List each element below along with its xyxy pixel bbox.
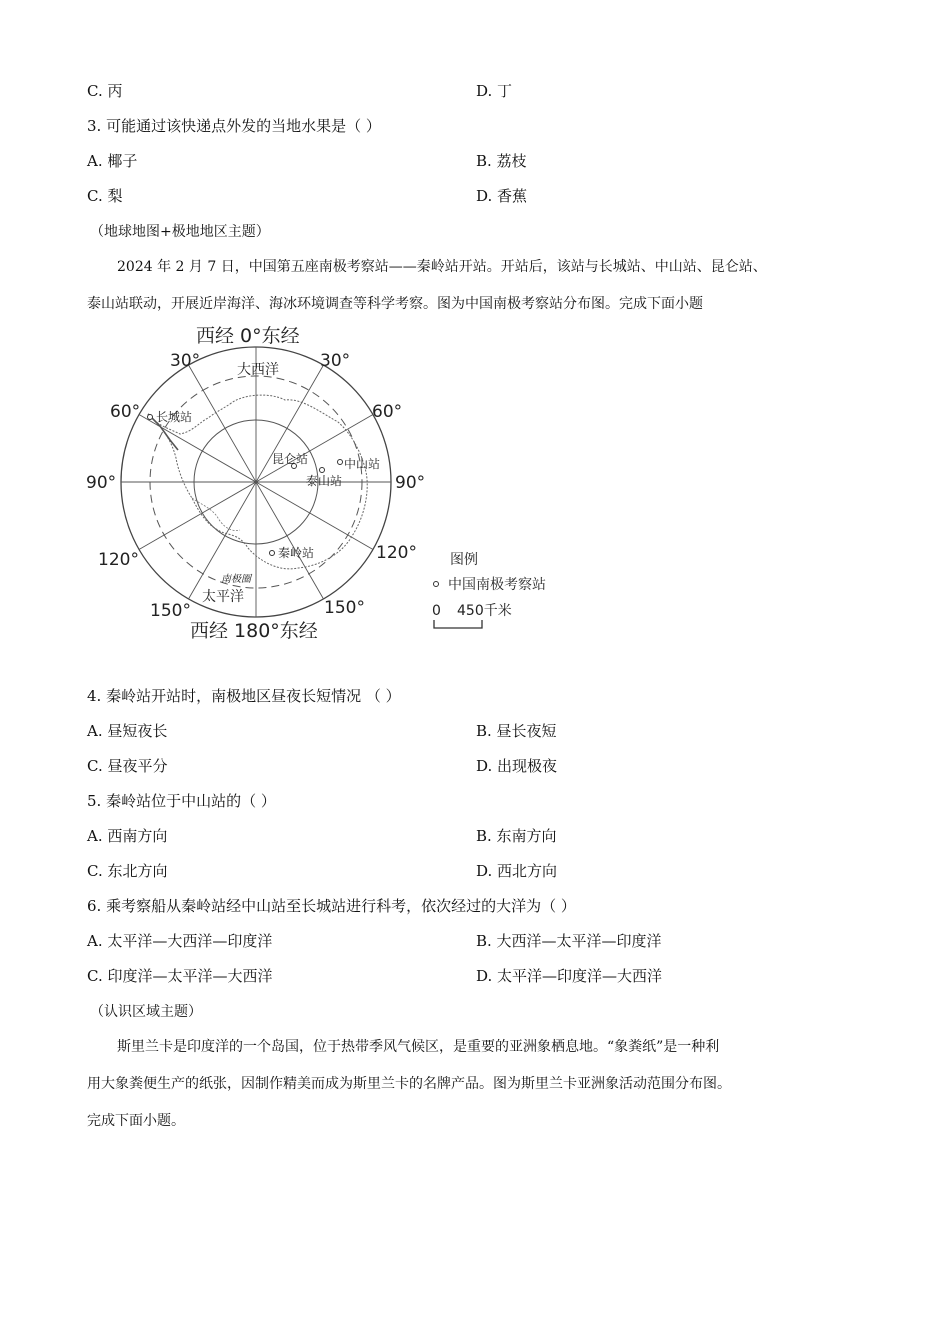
label-lon-30-right: 30° bbox=[320, 351, 351, 371]
station-marker bbox=[320, 468, 325, 473]
section-intro-region bbox=[87, 1037, 872, 1131]
label-lon-60-left: 60° bbox=[110, 402, 141, 422]
option-a-q6: A. 太平洋—大西洋—印度洋 bbox=[87, 932, 273, 950]
legend-station-label: 中国南极考察站 bbox=[448, 577, 546, 593]
intro-line: 2024 年 2 月 7 日，中国第五座南极考察站——秦岭站开站。开站后，该站与长城站、中山站、昆仑站、 bbox=[117, 259, 767, 275]
option-a-q4: A. 昼短夜长 bbox=[87, 722, 168, 740]
option-d-q6: D. 太平洋—印度洋—大西洋 bbox=[476, 967, 663, 985]
station-marker bbox=[270, 551, 275, 556]
option-b-q3: B. 荔枝 bbox=[476, 152, 527, 170]
scale-zero-label: 0 bbox=[432, 603, 441, 619]
question-3-stem: 3. 可能通过该快递点外发的当地水果是（ ） bbox=[87, 117, 381, 135]
option-d-q2: D. 丁 bbox=[476, 82, 513, 100]
label-lon-90-right: 90° bbox=[395, 473, 426, 493]
option-c-q2: C. 丙 bbox=[87, 82, 123, 100]
label-lon-90-left: 90° bbox=[86, 473, 117, 493]
section-topic-region: （认识区域主题） bbox=[90, 1004, 202, 1020]
intro-line: 泰山站联动，开展近岸海洋、海冰环境调查等科学考察。图为中国南极考察站分布图。完成下面小题 bbox=[87, 296, 703, 312]
option-d-q4: D. 出现极夜 bbox=[476, 757, 558, 775]
option-b-q5: B. 东南方向 bbox=[476, 827, 557, 845]
station-label-zhongshan: 中山站 bbox=[344, 457, 381, 471]
option-b-q4: B. 昼长夜短 bbox=[476, 722, 557, 740]
label-lon-150-right: 150° bbox=[324, 598, 365, 618]
intro-line: 用大象粪便生产的纸张，因制作精美而成为斯里兰卡的名牌产品。图为斯里兰卡亚洲象活动范围分布图。 bbox=[87, 1076, 731, 1092]
question-6-stem: 6. 乘考察船从秦岭站经中山站至长城站进行科考，依次经过的大洋为（ ） bbox=[87, 897, 576, 915]
meridian-lines bbox=[121, 347, 391, 617]
label-lon-150-left: 150° bbox=[150, 601, 191, 621]
option-c-q3: C. 梨 bbox=[87, 187, 123, 205]
option-b-q6: B. 大西洋—太平洋—印度洋 bbox=[476, 932, 662, 950]
legend-title: 图例 bbox=[450, 552, 478, 568]
station-marker bbox=[148, 415, 153, 420]
label-lon-120-left: 120° bbox=[98, 550, 139, 570]
label-top-meridian: 西经 0°东经 bbox=[196, 325, 300, 347]
scale-value-label: 450千米 bbox=[457, 603, 512, 619]
question-4-stem: 4. 秦岭站开站时，南极地区昼夜长短情况 （ ） bbox=[87, 687, 401, 705]
section-topic-polar: （地球地图+极地地区主题） bbox=[90, 224, 270, 240]
question-5-stem: 5. 秦岭站位于中山站的（ ） bbox=[87, 792, 276, 810]
label-antarctic-circle: 南极圈 bbox=[221, 574, 251, 585]
antarctic-station-map bbox=[80, 322, 580, 647]
option-c-q6: C. 印度洋—太平洋—大西洋 bbox=[87, 967, 273, 985]
station-label-changcheng: 长城站 bbox=[156, 410, 193, 424]
option-d-q5: D. 西北方向 bbox=[476, 862, 558, 880]
station-label-qinling: 秦岭站 bbox=[278, 546, 315, 560]
label-bottom-meridian: 西经 180°东经 bbox=[190, 620, 318, 642]
legend-station-icon bbox=[434, 582, 439, 587]
scale-bar bbox=[434, 620, 482, 628]
station-marker bbox=[338, 460, 343, 465]
station-label-kunlun: 昆仑站 bbox=[272, 452, 309, 466]
option-c-q5: C. 东北方向 bbox=[87, 862, 168, 880]
option-d-q3: D. 香蕉 bbox=[476, 187, 528, 205]
label-lon-60-right: 60° bbox=[372, 402, 403, 422]
intro-line: 斯里兰卡是印度洋的一个岛国，位于热带季风气候区，是重要的亚洲象栖息地。“象粪纸”是一种利 bbox=[117, 1039, 720, 1055]
intro-line: 完成下面小题。 bbox=[87, 1113, 185, 1129]
label-lon-30-left: 30° bbox=[170, 351, 201, 371]
section-intro-polar bbox=[87, 257, 872, 314]
option-c-q4: C. 昼夜平分 bbox=[87, 757, 168, 775]
option-a-q5: A. 西南方向 bbox=[87, 827, 168, 845]
station-label-taishan: 泰山站 bbox=[306, 474, 343, 488]
option-a-q3: A. 椰子 bbox=[87, 152, 138, 170]
label-atlantic-ocean: 大西洋 bbox=[237, 362, 279, 378]
label-pacific-ocean: 太平洋 bbox=[202, 589, 244, 605]
label-lon-120-right: 120° bbox=[376, 543, 417, 563]
